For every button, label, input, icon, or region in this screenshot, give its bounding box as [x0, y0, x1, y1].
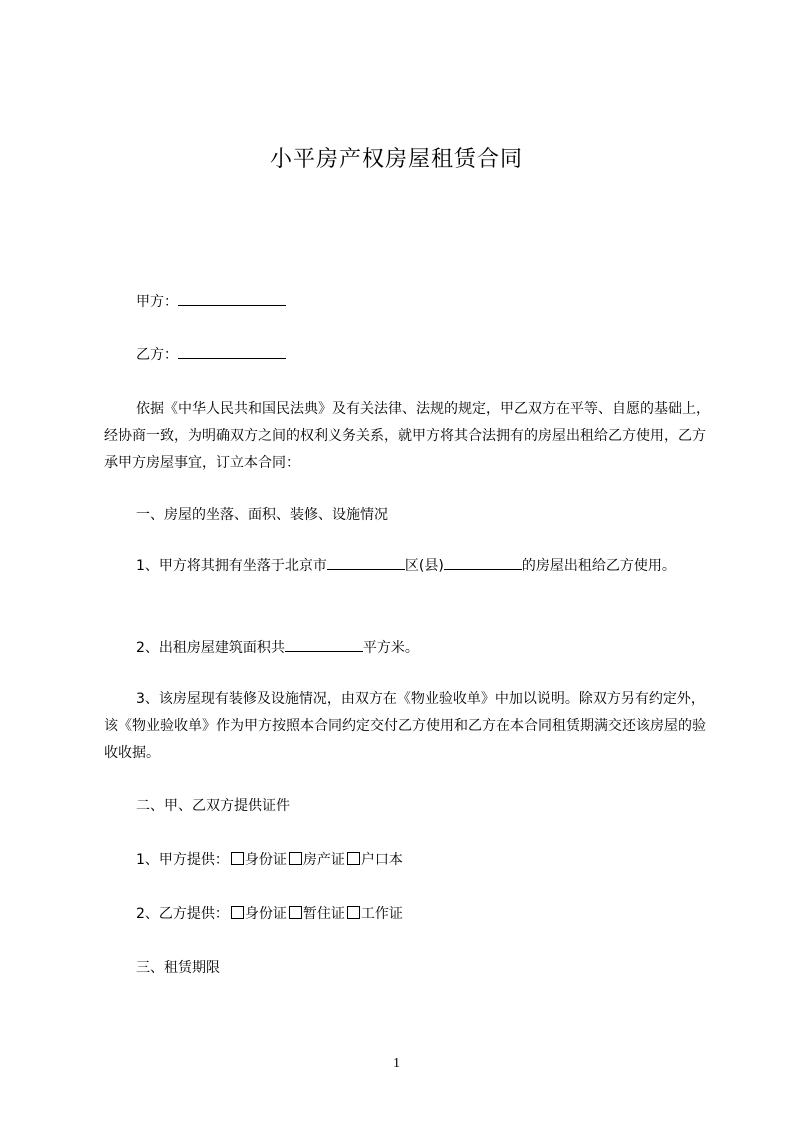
checkbox-icon[interactable]	[347, 906, 360, 919]
checkbox-label-work-permit: 工作证	[360, 906, 403, 922]
street-address-blank[interactable]	[444, 555, 522, 570]
clause-1-2-text-a: 2、出租房屋建筑面积共	[136, 640, 285, 656]
checkbox-icon[interactable]	[347, 852, 360, 865]
checkbox-label-id-card: 身份证	[244, 852, 287, 868]
party-a-line	[136, 291, 286, 312]
checkbox-label-temp-residence: 暂住证	[302, 906, 345, 922]
clause-1-1	[104, 553, 710, 580]
clause-2-2	[136, 904, 403, 924]
page-number: 1	[393, 1056, 400, 1071]
clause-1-1-text-a: 1、甲方将其拥有坐落于北京市	[136, 558, 327, 574]
party-b-blank[interactable]	[178, 344, 286, 359]
checkbox-label-id-card: 身份证	[244, 906, 287, 922]
party-b-label: 乙方：	[136, 347, 178, 363]
clause-1-1-text-b: 区(县)	[404, 558, 444, 574]
checkbox-label-property-cert: 房产证	[302, 852, 345, 868]
section3-heading: 三、租赁期限	[136, 960, 220, 976]
checkbox-icon[interactable]	[289, 852, 302, 865]
party-a-label: 甲方：	[136, 294, 178, 310]
intro-paragraph: 依据《中华人民共和国民法典》及有关法律、法规的规定，甲乙双方在平等、自愿的基础上，经协商一致，为明确双方之间的权利义务关系，就甲方将其合法拥有的房屋出租给乙方使用，乙方承甲方房屋事宜，订立本合同：	[104, 401, 710, 471]
checkbox-label-household-reg: 户口本	[360, 852, 403, 868]
section1-heading: 一、房屋的坐落、面积、装修、设施情况	[136, 507, 388, 523]
checkbox-icon[interactable]	[289, 906, 302, 919]
document-title: 小平房产权房屋租赁合同	[269, 147, 523, 172]
area-blank[interactable]	[285, 637, 363, 652]
city-district-blank[interactable]	[327, 555, 405, 570]
clause-2-1	[136, 850, 403, 870]
section2-heading: 二、甲、乙双方提供证件	[136, 798, 290, 814]
clause-1-2-text-b: 平方米。	[362, 640, 419, 656]
clause-2-2-label: 2、乙方提供：	[136, 906, 229, 922]
checkbox-icon[interactable]	[231, 852, 244, 865]
clause-1-2	[136, 637, 419, 658]
clause-1-3: 3、该房屋现有装修及设施情况，由双方在《物业验收单》中加以说明。除双方另有约定外，该《物业验收单》作为甲方按照本合同约定交付乙方使用和乙方在本合同租赁期满交还该房屋的验收收据。	[104, 691, 706, 761]
party-a-blank[interactable]	[178, 291, 286, 306]
clause-1-1-text-c: 的房屋出租给乙方使用。	[521, 558, 676, 574]
checkbox-icon[interactable]	[231, 906, 244, 919]
clause-2-1-label: 1、甲方提供：	[136, 852, 229, 868]
party-b-line	[136, 344, 286, 365]
